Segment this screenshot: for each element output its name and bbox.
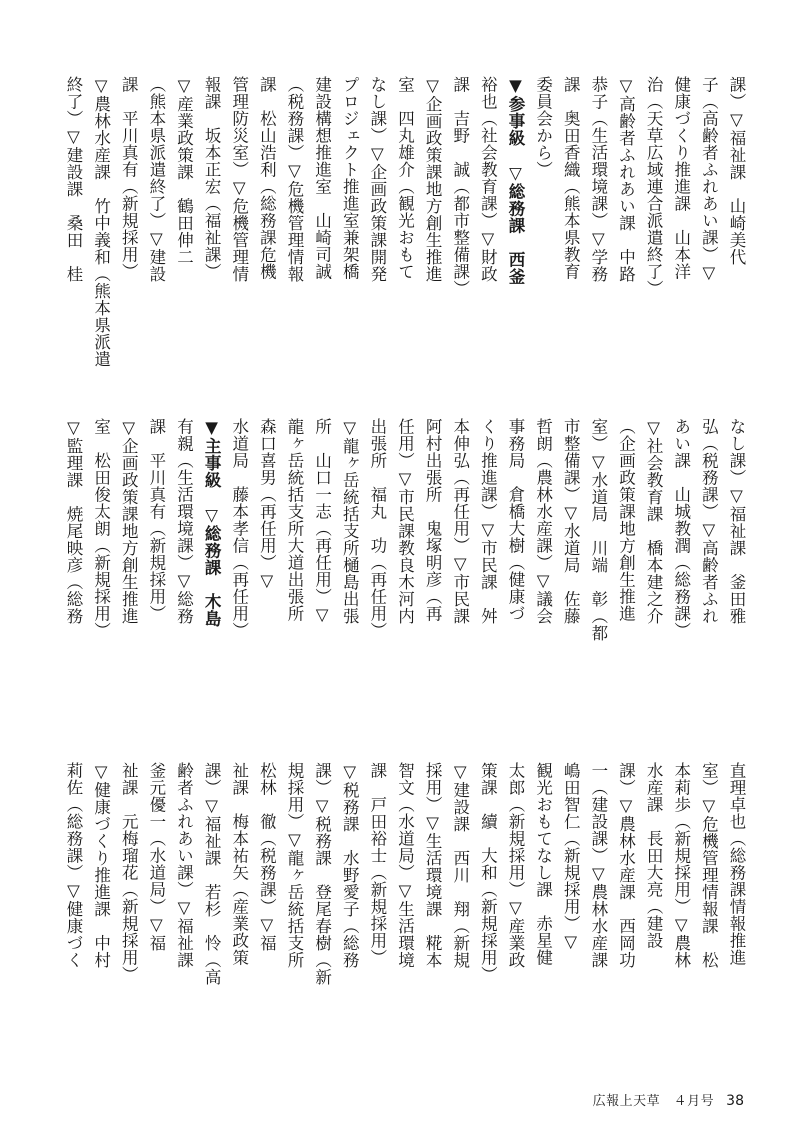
bottom-tier-column: ▽税務課 水野愛子（総務 <box>340 762 360 969</box>
text-tier-bottom <box>60 762 750 1074</box>
bottom-tier-column: 課）▽税務課 登尾春樹（新 <box>312 762 332 986</box>
bottom-tier-column: 齢者ふれあい課）▽福祉課 <box>174 762 194 969</box>
top-tier-column: 治（天草広域連合派遣終了） <box>644 76 664 297</box>
top-tier-column: 終了）▽建設課 桑田 桂 <box>64 76 83 283</box>
bottom-tier-column: 莉佐（総務課）▽健康づく <box>64 762 83 969</box>
middle-tier-column: なし課）▽福祉課 釜田雅 <box>727 418 746 625</box>
bottom-tier-column: 規採用）▽龍ヶ岳統括支所 <box>285 762 304 969</box>
bottom-tier-column: 室）▽危機管理情報課 松 <box>699 762 719 969</box>
bottom-tier-column: 本莉歩（新規採用）▽農林 <box>671 762 691 969</box>
top-tier-column: プロジェクト推進室兼架橋 <box>340 76 360 280</box>
middle-tier-column: 課 平川真有（新規採用） <box>146 418 166 622</box>
middle-tier-column: 本伸弘（再任用）▽市民課 <box>450 418 470 625</box>
middle-tier-column: くり推進課）▽市民課 舛 <box>478 418 498 625</box>
middle-tier-column: 事務局 倉橋大樹（健康づ <box>506 418 525 622</box>
middle-tier-column: 有親（生活環境課）▽総務 <box>174 418 194 625</box>
bottom-tier-column: 採用）▽生活環境課 糀本 <box>423 762 443 969</box>
publication-name: 広報上天草 ４月号 <box>592 1094 715 1109</box>
bottom-tier-column: 太郎（新規採用）▽産業政 <box>506 762 525 969</box>
middle-tier-column: 森口喜男（再任用）▽ <box>257 418 277 591</box>
bottom-tier-column: 釜元優一（水道局）▽福 <box>146 762 166 952</box>
middle-tier-column: （企画政策課地方創生推進 <box>616 418 636 622</box>
top-tier-column: ▼参事級 ▽総務課 西釜 <box>506 76 525 285</box>
middle-tier-column: ▽社会教育課 橋本建之介 <box>644 418 664 625</box>
middle-tier-column: 市整備課）▽水道局 佐藤 <box>561 418 581 625</box>
bottom-tier-column: ▽健康づくり推進課 中村 <box>91 762 111 969</box>
middle-tier-column: 所 山口一志（再任用）▽ <box>312 418 332 625</box>
bottom-tier-column: ▽建設課 西川 翔（新規 <box>450 762 470 969</box>
middle-tier-column: あい課 山城教潤（総務課） <box>671 418 691 639</box>
top-tier-column: 課 平川真有（新規採用） <box>119 76 139 280</box>
top-tier-column: 課 吉野 誠（都市整備課） <box>450 76 470 297</box>
bottom-tier-column: 松林 徹（税務課）▽福 <box>257 762 277 952</box>
middle-tier-column: 龍ヶ岳統括支所大道出張所 <box>285 418 304 622</box>
middle-tier-column: 室 松田俊太朗（新規採用） <box>91 418 111 639</box>
bottom-tier-column: 智文（水道局）▽生活環境 <box>395 762 415 969</box>
top-tier-column: 報課 坂本正宏（福祉課） <box>202 76 222 280</box>
bottom-tier-column: 課）▽福祉課 若杉 怜（高 <box>202 762 222 986</box>
top-tier-column: ▽産業政策課 鶴田伸二 <box>174 76 194 266</box>
middle-tier-column: ▽龍ヶ岳統括支所樋島出張 <box>340 418 360 625</box>
bottom-tier-column: 策課 續 大和（新規採用） <box>478 762 498 983</box>
middle-tier-column: 水道局 藤本孝信（再任用） <box>229 418 249 639</box>
page-number: 38 <box>726 1093 744 1109</box>
top-tier-column: 管理防災室）▽危機管理情 <box>229 76 249 283</box>
middle-tier-column: 室）▽水道局 川端 彰（都 <box>588 418 608 642</box>
bottom-tier-column: 直理卓也（総務課情報推進 <box>727 762 746 966</box>
top-tier-column: なし課）▽企画政策課開発 <box>367 76 387 283</box>
bottom-tier-column: 一（建設課）▽農林水産課 <box>588 762 608 969</box>
bottom-tier-column: 嶋田智仁（新規採用）▽ <box>561 762 581 952</box>
middle-tier-column: ▼主事級 ▽総務課 木島 <box>202 418 222 627</box>
middle-tier-column: 任用）▽市民課教良木河内 <box>395 418 415 625</box>
middle-tier-column: 哲朗（農林水産課）▽議会 <box>533 418 553 625</box>
page-footer <box>593 1090 744 1109</box>
top-tier-column: 建設構想推進室 山崎司誠 <box>312 76 332 280</box>
top-tier-column: （税務課）▽危機管理情報 <box>285 76 304 283</box>
top-tier-column: 委員会から） <box>533 76 553 178</box>
top-tier-column: 子（高齢者ふれあい課）▽ <box>699 76 719 283</box>
bottom-tier-column: 課）▽農林水産課 西岡功 <box>616 762 636 969</box>
top-tier-column: 室 四丸雄介（観光おもて <box>395 76 415 280</box>
bottom-tier-column: 祉課 元梅瑠花（新規採用） <box>119 762 139 983</box>
top-tier-column: 恭子（生活環境課）▽学務 <box>588 76 608 283</box>
top-tier-column: ▽高齢者ふれあい課 中路 <box>616 76 636 283</box>
text-tier-top <box>60 76 750 388</box>
top-tier-column: 課）▽福祉課 山崎美代 <box>727 76 746 266</box>
top-tier-column: ▽企画政策課地方創生推進 <box>423 76 443 283</box>
bottom-tier-column: 課 戸田裕士（新規採用） <box>367 762 387 966</box>
top-tier-column: 課 奥田香織（熊本県教育 <box>561 76 581 280</box>
top-tier-column: （熊本県派遣終了）▽建設 <box>146 76 166 283</box>
bottom-tier-column: 祉課 梅本祐矢（産業政策 <box>229 762 249 966</box>
bottom-tier-column: 水産課 長田大亮（建設 <box>644 762 664 949</box>
bottom-tier-column: 観光おもてなし課 赤星健 <box>533 762 553 966</box>
text-tier-middle <box>60 418 750 730</box>
top-tier-column: 裕也（社会教育課）▽財政 <box>478 76 498 283</box>
middle-tier-column: 弘（税務課）▽高齢者ふれ <box>699 418 719 625</box>
middle-tier-column: ▽企画政策課地方創生推進 <box>119 418 139 625</box>
top-tier-column: 課 松山浩利（総務課危機 <box>257 76 277 280</box>
middle-tier-column: 阿村出張所 鬼塚明彦（再 <box>423 418 443 622</box>
middle-tier-column: 出張所 福丸 功（再任用） <box>367 418 387 639</box>
top-tier-column: ▽農林水産課 竹中義和（熊本県派遣 <box>91 76 111 368</box>
middle-tier-column: ▽監理課 焼尾映彦（総務 <box>64 418 83 625</box>
top-tier-column: 健康づくり推進課 山本洋 <box>671 76 691 280</box>
